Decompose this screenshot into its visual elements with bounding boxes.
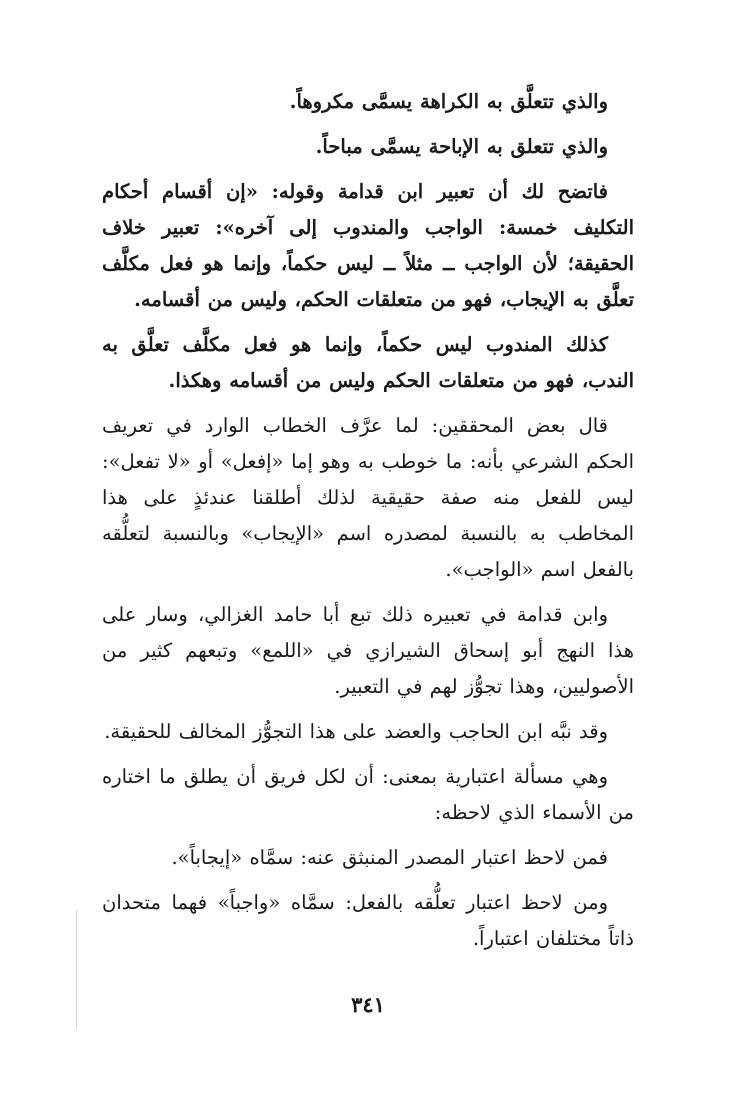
- paragraph-itibariyya: وهي مسألة اعتبارية بمعنى: أن لكل فريق أن يطلق ما اختاره من الأسماء الذي لاحظه:: [102, 765, 634, 824]
- paragraph-mandub: كذلك المندوب ليس حكماً، وإنما هو فعل مكلَّف تعلَّق به الندب، فهو من متعلقات الحكم وليس من أقسامه وهكذا.: [102, 333, 634, 392]
- paragraph-mubah: والذي تتعلق به الإباحة يسمَّى مباحاً.: [315, 135, 608, 158]
- paragraph-ijab: فمن لاحظ اعتبار المصدر المنبثق عنه: سمَّاه «إيجاباً».: [171, 846, 608, 869]
- paragraph-wajib: ومن لاحظ اعتبار تعلُّقه بالفعل: سمَّاه «واجباً» فهما متحدان ذاتاً مختلفان اعتباراً.: [102, 891, 634, 950]
- paragraph-ibn-hajib: وقد نبَّه ابن الحاجب والعضد على هذا التجوُّز المخالف للحقيقة.: [104, 720, 608, 743]
- paragraph-muhaqqiqin: قال بعض المحققين: لما عرَّف الخطاب الوارد في تعريف الحكم الشرعي بأنه: ما خوطب به وهو إما «إفعل» أو «لا تفعل»: ليس للفعل منه صفة حقيقية لذلك أطلقنا عندئذٍ على هذا المخاطب به بالنسبة لمصدره اسم «الإيجاب» وبالنسبة لتعلُّقه بالفعل اسم «الواجب».: [102, 414, 634, 581]
- page-body: [102, 84, 634, 966]
- paragraph-ibn-qudama-statement: فاتضح لك أن تعبير ابن قدامة وقوله: «إن أقسام أحكام التكليف خمسة: الواجب والمندوب إلى آخره»: تعبير خلاف الحقيقة؛ لأن الواجب ــ مثلاً ــ ليس حكماً، وإنما هو فعل مكلَّف تعلَّق به الإيجاب، فهو من متعلقات الحكم، وليس من أقسامه.: [102, 180, 634, 311]
- page-number: ٣٤١: [351, 992, 385, 1017]
- paragraph-ghazali: وابن قدامة في تعبيره ذلك تبع أبا حامد الغزالي، وسار على هذا النهج أبو إسحاق الشيرازي في «اللمع» وتبعهم كثير من الأصوليين، وهذا تجوُّز لهم في التعبير.: [102, 603, 634, 698]
- paragraph-makruh: والذي تتعلَّق به الكراهة يسمَّى مكروهاً.: [289, 90, 608, 113]
